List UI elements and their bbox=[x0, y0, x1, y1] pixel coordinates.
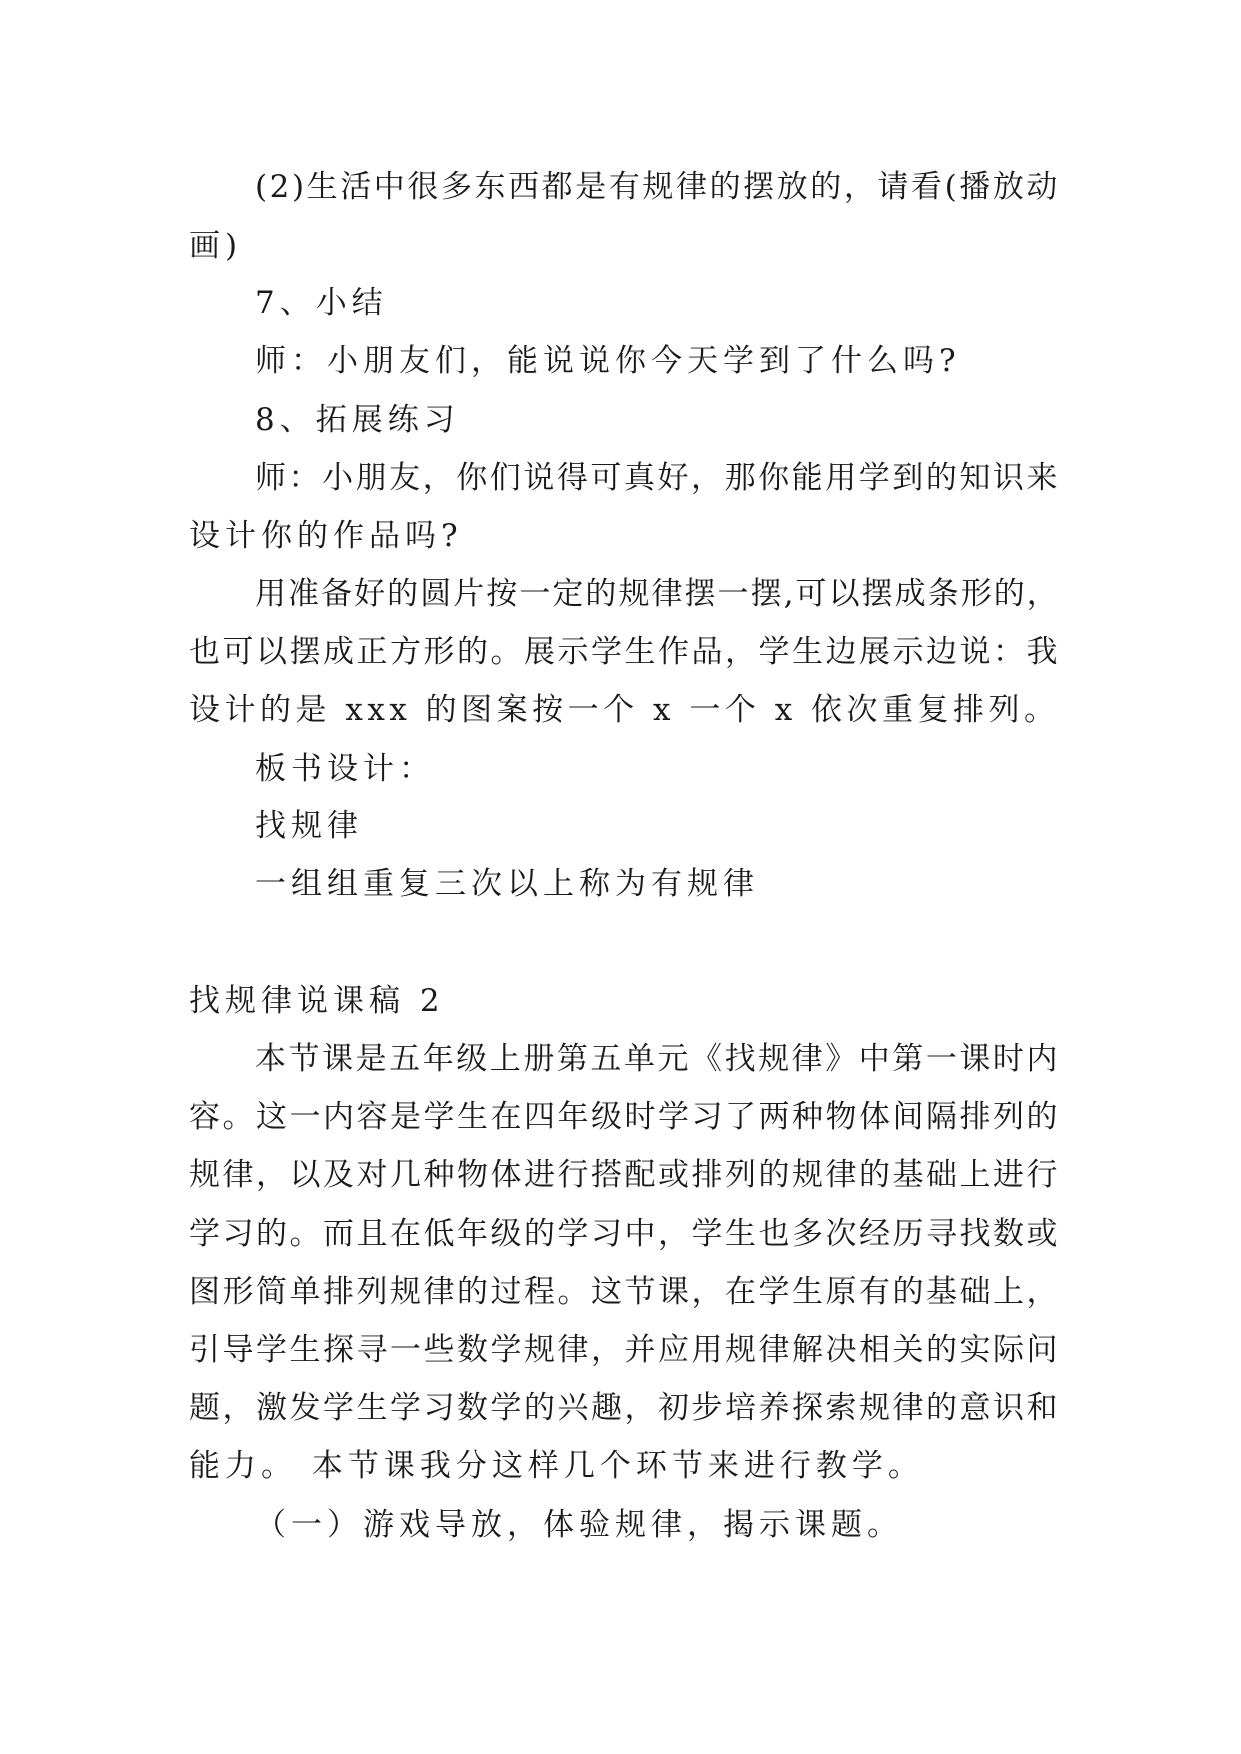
paragraph-line: 画) bbox=[189, 228, 243, 264]
paragraph-line: 能力。 本节课我分这样几个环节来进行教学。 bbox=[189, 1448, 924, 1484]
board-content: 一组组重复三次以上称为有规律 bbox=[255, 866, 759, 902]
board-title: 找规律 bbox=[255, 808, 363, 844]
section-heading-7: 7、小结 bbox=[255, 285, 388, 321]
section-heading-8: 8、拓展练习 bbox=[255, 402, 460, 438]
paragraph-line: (2)生活中很多东西都是有规律的摆放的，请看(播放动 bbox=[255, 169, 1061, 205]
document-title: 找规律说课稿 2 bbox=[189, 983, 445, 1019]
paragraph-line: 也可以摆成正方形的。展示学生作品，学生边展示边说：我 bbox=[189, 634, 1060, 670]
paragraph-line: 设计你的作品吗? bbox=[189, 518, 463, 554]
paragraph-line: 用准备好的圆片按一定的规律摆一摆,可以摆成条形的， bbox=[255, 576, 1060, 612]
paragraph-line: 图形简单排列规律的过程。这节课，在学生原有的基础上， bbox=[189, 1274, 1060, 1310]
paragraph-line: 题，激发学生学习数学的兴趣，初步培养探索规律的意识和 bbox=[189, 1390, 1060, 1426]
teacher-question: 师：小朋友们，能说说你今天学到了什么吗? bbox=[255, 343, 961, 379]
paragraph-line: 本节课是五年级上册第五单元《找规律》中第一课时内 bbox=[255, 1041, 1060, 1077]
section-heading-1: （一）游戏导放，体验规律，揭示课题。 bbox=[255, 1507, 903, 1543]
board-design-label: 板书设计： bbox=[255, 751, 435, 787]
paragraph-line: 师：小朋友，你们说得可真好，那你能用学到的知识来 bbox=[255, 460, 1060, 496]
paragraph-line: 容。这一内容是学生在四年级时学习了两种物体间隔排列的 bbox=[189, 1099, 1060, 1135]
paragraph-line: 规律，以及对几种物体进行搭配或排列的规律的基础上进行 bbox=[189, 1157, 1060, 1193]
paragraph-line: 引导学生探寻一些数学规律，并应用规律解决相关的实际问 bbox=[189, 1332, 1060, 1368]
paragraph-line: 学习的。而且在低年级的学习中，学生也多次经历寻找数或 bbox=[189, 1216, 1060, 1252]
paragraph-line: 设计的是 xxx 的图案按一个 x 一个 x 依次重复排列。 bbox=[189, 692, 1060, 728]
